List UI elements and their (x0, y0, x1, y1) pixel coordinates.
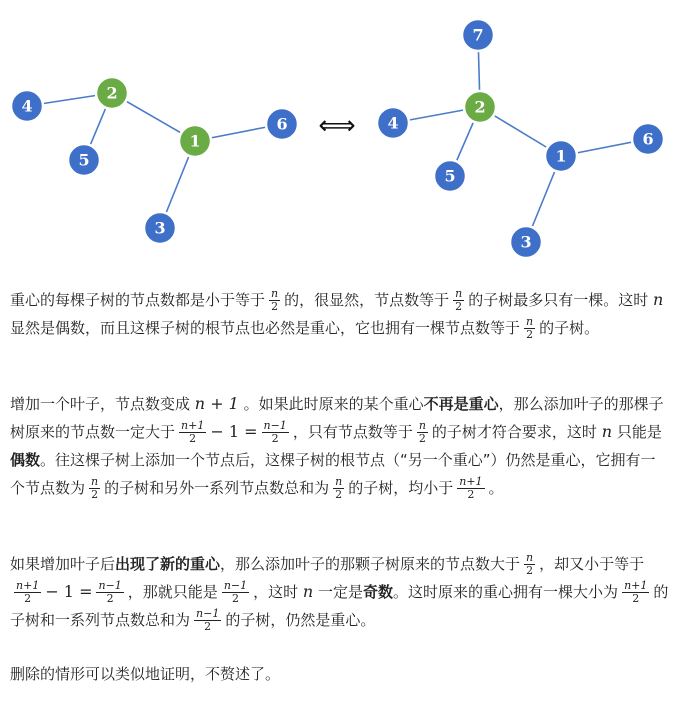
p2-text-1: 增加一个叶子，节点数变成 (10, 395, 191, 413)
left-node-1 (179, 125, 211, 157)
p3-text-1: 如果增加叶子后 (10, 555, 116, 573)
right-node-2-label: 2 (474, 97, 486, 117)
p2-text-9: 的子树，均小于 (348, 479, 454, 497)
right-node-1-label: 1 (555, 146, 567, 166)
tree-centroid-figure (0, 0, 680, 270)
paragraph-1 (10, 286, 670, 342)
p3-text-6: 一定是 (318, 583, 364, 601)
p2-text-5: 的子树才符合要求，这时 (431, 423, 597, 441)
equivalence-arrow: ⟺ (318, 111, 356, 141)
p1-text-5: 的子树。 (539, 319, 600, 337)
frac-n-plus-1-over-2: $\frac{n+1}{2}$ (624, 579, 648, 605)
right-node-3-label: 3 (520, 232, 532, 252)
left-node-5-label: 5 (78, 150, 90, 170)
frac-n-over-2: $\frac{n}{2}$ (271, 287, 279, 313)
p2-bold-1: 不再是重心 (423, 395, 499, 413)
right-node-6 (632, 123, 664, 155)
right-node-1 (545, 140, 577, 172)
frac-n-plus-1-over-2: $\frac{n+1}{2}$ (459, 475, 483, 501)
frac-n-over-2: $\frac{n}{2}$ (91, 475, 99, 501)
left-node-6 (266, 108, 298, 140)
right-node-6-label: 6 (642, 129, 654, 149)
p3-text-7: 。这时原来的重心拥有一棵大小为 (393, 583, 619, 601)
paragraph-4 (10, 660, 670, 688)
math-n: n (302, 582, 314, 601)
math-n: n (601, 422, 613, 441)
left-node-3-label: 3 (154, 218, 166, 238)
right-node-5 (434, 160, 466, 192)
left-node-2-label: 2 (106, 83, 118, 103)
right-node-3 (510, 226, 542, 258)
frac-n-over-2: $\frac{n}{2}$ (455, 287, 463, 313)
right-node-2 (464, 91, 496, 123)
p3-text-4: ，那就只能是 (127, 583, 218, 601)
frac-n-over-2: $\frac{n}{2}$ (335, 475, 343, 501)
p3-bold-1: 出现了新的重心 (115, 555, 221, 573)
p2-text-6: 只能是 (616, 423, 662, 441)
p2-text-7: 。往这棵子树上添加一个节点后，这棵子树的根节点（“另一个重心”）仍然是重心，它拥有一个节点数为 (10, 451, 656, 497)
right-node-7 (462, 19, 494, 51)
p3-text-8: 的子树和一系列节点数总和为 (10, 583, 669, 629)
right-graph (377, 19, 664, 258)
p1-text-4: 显然是偶数，而且这棵子树的根节点也必然是重心，它也拥有一棵节点数等于 (10, 319, 521, 337)
paragraph-2 (10, 390, 670, 502)
paragraph-3 (10, 550, 670, 634)
right-node-7-label: 7 (472, 25, 484, 45)
math-n: n (653, 290, 664, 309)
p2-text-3: ，那么添加叶子的那棵子树原来的节点数一定大于 (10, 395, 664, 441)
frac-n-over-2: $\frac{n}{2}$ (526, 551, 534, 577)
p1-text-3: 的子树最多只有一棵。这时 (468, 291, 649, 309)
math-minus-one-equals: − 1 = (45, 582, 93, 601)
p3-text-2: ，那么添加叶子的那颗子树原来的节点数大于 (220, 555, 521, 573)
left-node-4 (11, 90, 43, 122)
p2-text-4: ，只有节点数等于 (292, 423, 413, 441)
frac-n-minus-1-over-2: $\frac{n-1}{2}$ (263, 419, 287, 445)
p3-bold-2: 奇数 (363, 583, 394, 601)
frac-n-minus-1-over-2: $\frac{n-1}{2}$ (196, 607, 220, 633)
p2-text-8: 的子树和另外一系列节点数总和为 (104, 479, 330, 497)
p1-text-1: 重心的每棵子树的节点数都是小于等于 (10, 291, 266, 309)
math-n-plus-1: n + 1 (194, 394, 239, 413)
frac-n-plus-1-over-2: $\frac{n+1}{2}$ (16, 579, 40, 605)
frac-n-over-2: $\frac{n}{2}$ (526, 315, 534, 341)
p2-bold-2: 偶数 (10, 451, 41, 469)
left-node-2 (96, 77, 128, 109)
left-node-6-label: 6 (276, 114, 288, 134)
right-node-4 (377, 107, 409, 139)
p3-text-3: ，却又小于等于 (539, 555, 645, 573)
p3-text-9: 的子树，仍然是重心。 (225, 611, 376, 629)
p3-text-5: ，这时 (253, 583, 299, 601)
frac-n-minus-1-over-2: $\frac{n-1}{2}$ (223, 579, 248, 605)
p1-text-2: 的，很显然，节点数等于 (284, 291, 450, 309)
left-node-3 (144, 212, 176, 244)
right-node-5-label: 5 (444, 166, 456, 186)
math-minus-one-equals: − 1 = (210, 422, 258, 441)
left-node-5 (68, 144, 100, 176)
frac-n-plus-1-over-2: $\frac{n+1}{2}$ (181, 419, 205, 445)
p2-text-2: 。如果此时原来的某个重心 (243, 395, 424, 413)
right-node-4-label: 4 (387, 113, 399, 133)
p2-period: 。 (488, 479, 504, 497)
p4-text-1: 删除的情形可以类似地证明，不赘述了。 (10, 665, 281, 683)
frac-n-minus-1-over-2: $\frac{n-1}{2}$ (98, 579, 122, 605)
frac-n-over-2: $\frac{n}{2}$ (418, 419, 426, 445)
left-node-1-label: 1 (189, 131, 201, 151)
left-node-4-label: 4 (21, 96, 33, 116)
left-graph (11, 77, 298, 244)
